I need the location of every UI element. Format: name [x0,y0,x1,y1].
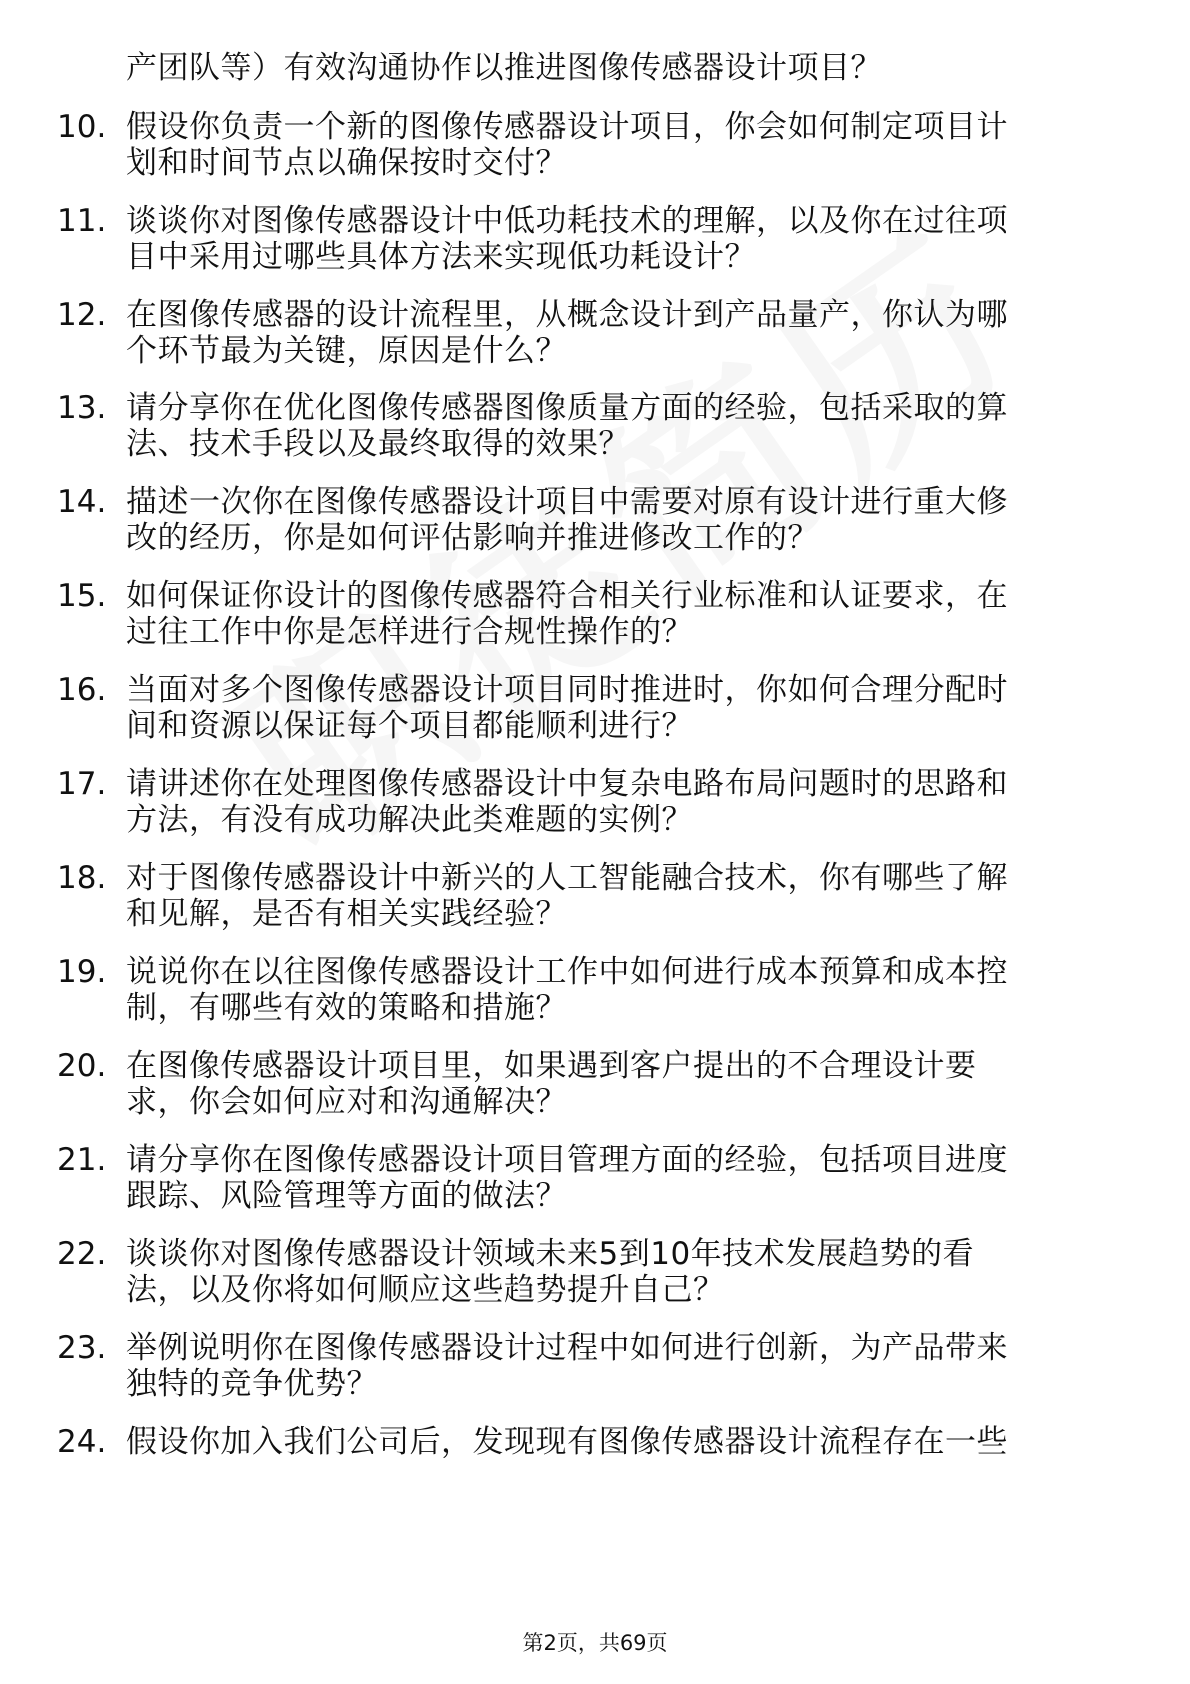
question-line: 求，你会如何应对和沟通解决？ [126,1084,567,1120]
question-line: 假设你负责一个新的图像传感器设计项目，你会如何制定项目计 [126,109,1008,145]
page-footer: 第2页，共69页 [522,1631,668,1655]
question-line: 在图像传感器设计项目里，如果遇到客户提出的不合理设计要 [126,1048,977,1084]
question-number: 13. [57,390,107,426]
question-number: 12. [57,297,107,333]
question-line: 谈谈你对图像传感器设计领域未来5到10年技术发展趋势的看 [126,1236,975,1272]
question-line: 独特的竞争优势？ [126,1366,378,1402]
question-number: 17. [57,766,107,802]
question-line: 谈谈你对图像传感器设计中低功耗技术的理解，以及你在过往项 [126,203,1008,239]
question-line: 跟踪、风险管理等方面的做法？ [126,1178,567,1214]
question-number: 19. [57,954,107,990]
question-line: 说说你在以往图像传感器设计工作中如何进行成本预算和成本控 [126,954,1008,990]
question-line: 法，以及你将如何顺应这些趋势提升自己？ [126,1272,725,1308]
question-line: 目中采用过哪些具体方法来实现低功耗设计？ [126,239,756,275]
question-number: 20. [57,1048,107,1084]
question-number: 16. [57,672,107,708]
question-line: 举例说明你在图像传感器设计过程中如何进行创新，为产品带来 [126,1330,1008,1366]
question-line: 假设你加入我们公司后，发现现有图像传感器设计流程存在一些 [126,1424,1008,1460]
question-number: 10. [57,109,107,145]
question-number: 11. [57,203,107,239]
question-number: 24. [57,1424,107,1460]
question-line: 制，有哪些有效的策略和措施？ [126,990,567,1026]
question-line: 间和资源以保证每个项目都能顺利进行？ [126,708,693,744]
question-line: 方法，有没有成功解决此类难题的实例？ [126,802,693,838]
question-line: 过往工作中你是怎样进行合规性操作的？ [126,614,693,650]
question-line: 请分享你在图像传感器设计项目管理方面的经验，包括项目进度 [126,1142,1008,1178]
question-number: 23. [57,1330,107,1366]
question-line: 请分享你在优化图像传感器图像质量方面的经验，包括采取的算 [126,390,1008,426]
question-line: 在图像传感器的设计流程里，从概念设计到产品量产，你认为哪 [126,297,1008,333]
question-number: 22. [57,1236,107,1272]
question-number: 15. [57,578,107,614]
question-number: 21. [57,1142,107,1178]
question-line: 划和时间节点以确保按时交付？ [126,145,567,181]
question-line: 法、技术手段以及最终取得的效果？ [126,426,630,462]
question-line: 个环节最为关键，原因是什么？ [126,333,567,369]
question-number: 18. [57,860,107,896]
question-line: 改的经历，你是如何评估影响并推进修改工作的？ [126,520,819,556]
intro-tail-text: 产团队等）有效沟通协作以推进图像传感器设计项目？ [126,50,882,86]
question-line: 如何保证你设计的图像传感器符合相关行业标准和认证要求，在 [126,578,1008,614]
question-line: 请讲述你在处理图像传感器设计中复杂电路布局问题时的思路和 [126,766,1008,802]
question-line: 对于图像传感器设计中新兴的人工智能融合技术，你有哪些了解 [126,860,1008,896]
question-line: 当面对多个图像传感器设计项目同时推进时，你如何合理分配时 [126,672,1008,708]
question-line: 描述一次你在图像传感器设计项目中需要对原有设计进行重大修 [126,484,1008,520]
question-number: 14. [57,484,107,520]
question-line: 和见解，是否有相关实践经验？ [126,896,567,932]
